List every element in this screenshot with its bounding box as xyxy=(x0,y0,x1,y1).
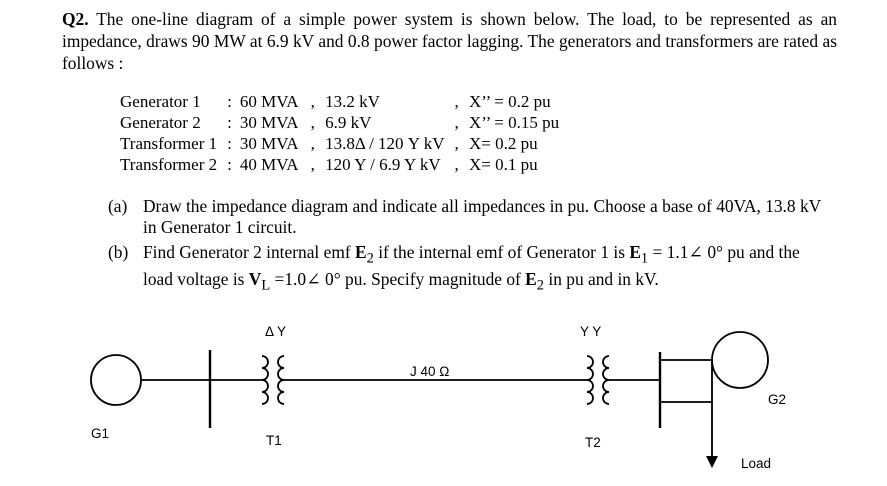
rating-separator-text: : xyxy=(227,155,232,174)
load-label: Load xyxy=(741,456,772,471)
part-b-text-2: if the internal emf of Generator 1 is xyxy=(373,242,630,262)
rating-reactance-text: X’’ = 0.15 pu xyxy=(468,113,560,132)
comma-separator: , xyxy=(310,113,320,132)
g2-label: G2 xyxy=(768,392,787,407)
symbol-e2-second-sub: 2 xyxy=(536,277,545,294)
comma-separator: , xyxy=(454,113,463,132)
rating-voltage-text: 120 Y / 6.9 Y kV xyxy=(325,155,441,174)
rating-reactance-text: X= 0.1 pu xyxy=(468,155,538,174)
symbol-e1-sub: 1 xyxy=(640,250,649,267)
symbol-e2-second: E xyxy=(525,269,537,290)
symbol-vl: V xyxy=(248,269,262,290)
part-b-text-3: = 1.1∠ 0° pu and the load voltage is xyxy=(143,242,800,290)
rating-separator-text: : xyxy=(227,134,232,153)
comma-separator: , xyxy=(454,155,463,174)
question-number: Q2. xyxy=(62,9,89,29)
part-a-label: (a) xyxy=(108,196,128,216)
rating-separator-text: : xyxy=(227,92,232,111)
t1-label: T1 xyxy=(266,433,282,448)
comma-separator: , xyxy=(310,92,320,111)
rating-reactance-text: X= 0.2 pu xyxy=(468,134,538,153)
t2-label: T2 xyxy=(585,435,601,450)
rating-voltage-text: 6.9 kV xyxy=(325,113,372,132)
t1-winding-label: Δ Y xyxy=(265,324,287,339)
rating-name-text: Transformer 1 xyxy=(120,134,218,153)
part-b-label: (b) xyxy=(108,242,129,262)
rating-voltage-text: 13.8Δ / 120 Y kV xyxy=(325,134,445,153)
part-b-text-1: Find Generator 2 internal emf xyxy=(143,242,355,262)
symbol-e2-sub: 2 xyxy=(366,250,374,267)
t2-primary-coil xyxy=(587,356,593,404)
rating-mva-text: 30 MVA xyxy=(239,134,299,153)
comma-separator: , xyxy=(310,134,320,153)
generator-2-symbol xyxy=(712,332,768,388)
generator-1-symbol xyxy=(91,355,141,405)
rating-voltage-text: 13.2 kV xyxy=(325,92,380,111)
rating-name-text: Generator 2 xyxy=(120,113,201,132)
t2-secondary-coil xyxy=(603,356,609,404)
g1-label: G1 xyxy=(91,426,110,441)
part-a-text: Draw the impedance diagram and indicate all impedances in pu. Choose a base of 40VA, 13.8 kV in Generator 1 circuit. xyxy=(143,196,821,237)
rating-mva-text: 40 MVA xyxy=(239,155,299,174)
rating-separator-text: : xyxy=(227,113,232,132)
rating-reactance-text: X’’ = 0.2 pu xyxy=(468,92,551,111)
rating-name-text: Generator 1 xyxy=(120,92,201,111)
part-b-text-4: =1.0∠ 0° pu. Specify magnitude of xyxy=(270,269,526,290)
rating-name-text: Transformer 2 xyxy=(120,155,218,174)
symbol-e1: E xyxy=(629,242,641,262)
comma-separator: , xyxy=(310,155,320,174)
t1-primary-coil xyxy=(262,356,268,404)
part-b-text-5: in pu and in kV. xyxy=(544,269,659,290)
t2-winding-label: Y Y xyxy=(580,324,602,339)
load-arrow-icon xyxy=(706,456,718,468)
rating-mva-text: 30 MVA xyxy=(239,113,299,132)
symbol-vl-sub: L xyxy=(261,277,271,294)
t1-secondary-coil xyxy=(278,356,284,404)
line-impedance-label: J 40 Ω xyxy=(410,364,450,379)
rating-mva-text: 60 MVA xyxy=(239,92,299,111)
comma-separator: , xyxy=(454,92,463,111)
question-text: The one-line diagram of a simple power system is shown below. The load, to be represented as an impedance, draws 90 MW at 6.9 kV and 0.8 power factor lagging. The generators and transformers are rated as follows : xyxy=(62,9,837,73)
symbol-e2: E xyxy=(355,242,367,262)
comma-separator: , xyxy=(454,134,463,153)
